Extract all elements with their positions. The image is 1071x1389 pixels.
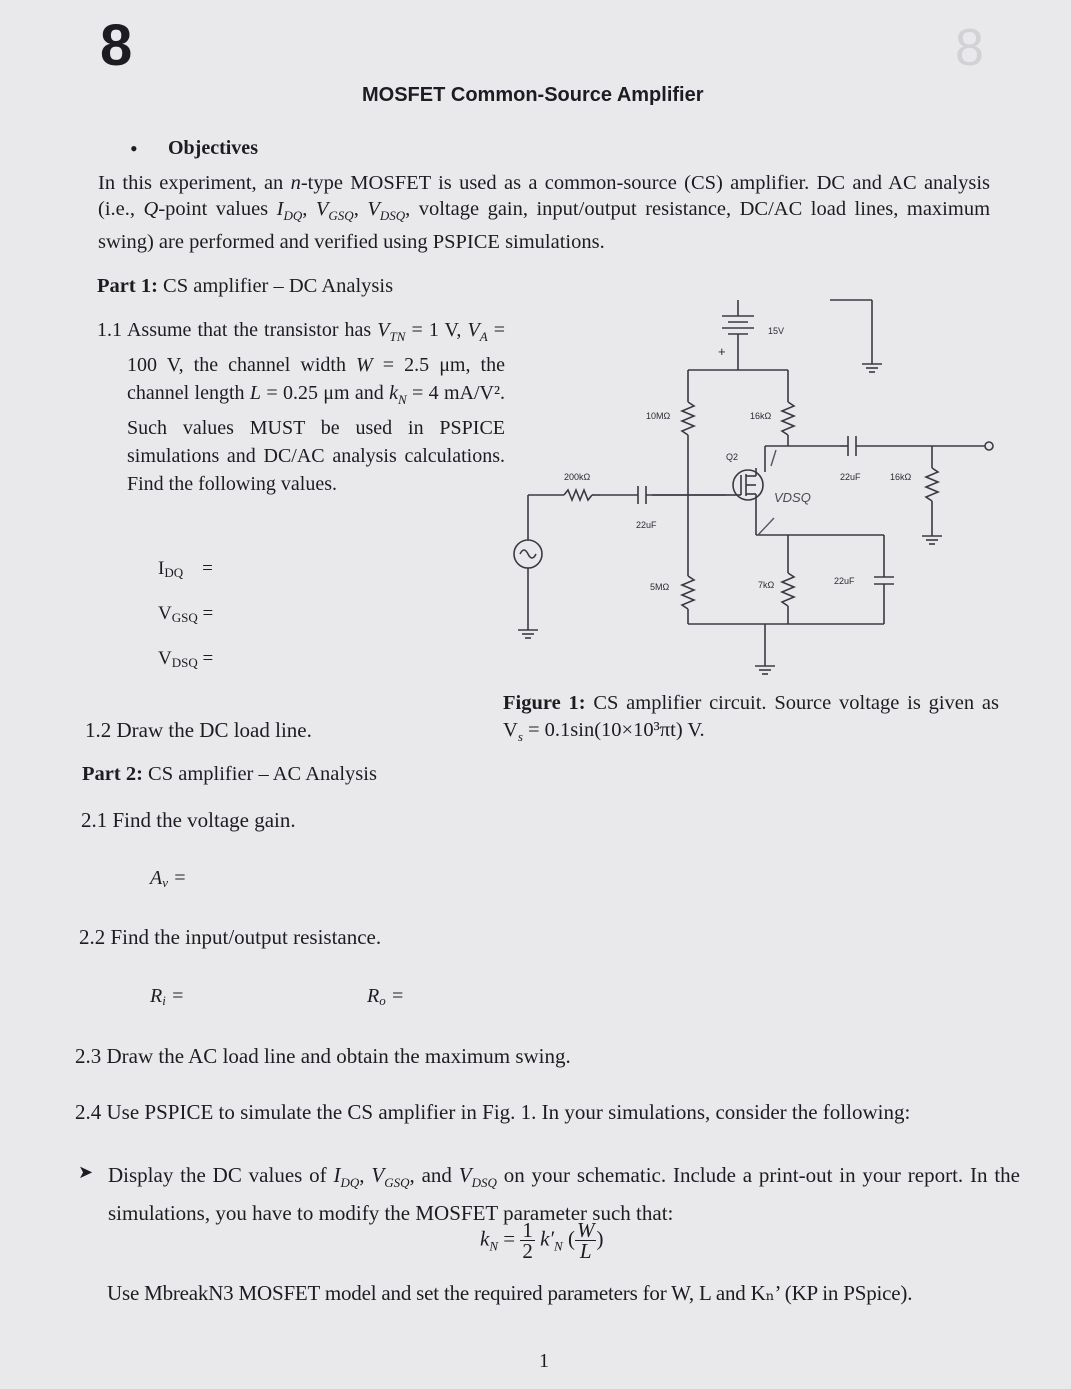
resistor-16k-load (926, 468, 938, 501)
resistor-5m (682, 576, 694, 609)
resistor-7k (782, 573, 794, 606)
ro-label: $R_o$ = (367, 985, 405, 1008)
question-2-3: 2.3 Draw the AC load line and obtain the maximum swing. (75, 1044, 571, 1068)
label-7k: 7kΩ (758, 580, 775, 590)
question-2-2: 2.2 Find the input/output resistance. (79, 925, 382, 949)
cs-amplifier-circuit (500, 290, 1000, 690)
last-instruction: Use MbreakN3 MOSFET model and set the required parameters for W, L and Kₙ’ (KP in PSpice). (107, 1281, 913, 1305)
resistor-16k-drain (782, 402, 794, 435)
bleed-through-number: 8 (955, 19, 984, 77)
objectives-heading: Objectives (168, 137, 258, 159)
ri-label: $R_i$ = (150, 985, 185, 1008)
av-label: $A_v$ = (150, 867, 187, 890)
page-number-large: 8 (100, 13, 134, 78)
output-terminal (985, 442, 993, 450)
arrow-bullet-icon: ➤ (78, 1162, 94, 1183)
label-q2: Q2 (726, 452, 739, 462)
label-5m: 5MΩ (650, 582, 670, 592)
question-1-1: 1.1 Assume that the transistor has $V_{TN} = 1$ V, $V_A = 100$ V, the channel width W = 2.5 μm, the channel length L = 0.25 μm and $k_N = 4$ mA/V². Such values MUST be used in PSPICE simulations and DC/AC analysis calculations. Find the following values. (97, 319, 505, 495)
label-c22-in: 22uF (636, 520, 657, 530)
vgsq-label: $V_{GSQ}$ = (158, 603, 214, 625)
label-200k: 200kΩ (564, 472, 591, 482)
question-1-2: 1.2 Draw the DC load line. (85, 718, 312, 742)
objectives-paragraph: In this experiment, an n-type MOSFET is used as a common-source (CS) amplifier. DC and AC analysis (i.e., Q-point values $I_{DQ}$, $V_{GSQ}$, $V_{DSQ}$, voltage gain, input/output resistance, DC/AC load lines, maximum swing) are performed and verified using PSPICE simulations. (98, 172, 991, 254)
question-2-1: 2.1 Find the voltage gain. (81, 808, 296, 832)
resistor-10m (682, 402, 694, 435)
document-title: MOSFET Common-Source Amplifier (362, 84, 704, 106)
label-vdsq-handwritten: VDSQ (774, 490, 811, 505)
part2-heading: Part 2: CS amplifier – AC Analysis (82, 763, 377, 785)
part1-heading: Part 1: CS amplifier – DC Analysis (97, 275, 394, 297)
question-2-4: 2.4 Use PSPICE to simulate the CS amplifier in Fig. 1. In your simulations, consider the following: (75, 1100, 911, 1124)
idq-label: $I_{DQ}$ = (158, 558, 213, 580)
simulation-instruction: Display the DC values of $I_{DQ}$, $V_{GSQ}$, and $V_{DSQ}$ on your schematic. Include a print-out in your report. In the simulations, you have to modify the MOSFET parameter such that: (108, 1163, 1020, 1226)
label-15v: 15V (768, 326, 785, 336)
label-plus: + (718, 344, 726, 359)
figure-caption: Figure 1: CS amplifier circuit. Source voltage is given as $V_s = 0.1\sin(10\times 10^3\pi t)$ V. (503, 692, 999, 745)
label-c22-out: 22uF (840, 472, 861, 482)
label-10m: 10MΩ (646, 411, 671, 421)
resistor-200k (564, 490, 592, 500)
bullet-icon: • (130, 136, 138, 161)
label-16k-load: 16kΩ (890, 472, 912, 482)
kn-equation: $k_N$ = $\frac{1}{2}$ $k'_N$ ( $\frac{W}{L}$ ) (480, 1218, 604, 1263)
vdsq-label: $V_{DSQ}$ = (158, 648, 214, 670)
page-footer-number: 1 (539, 1350, 549, 1372)
label-c22-s: 22uF (834, 576, 855, 586)
label-16k-drain: 16kΩ (750, 411, 772, 421)
